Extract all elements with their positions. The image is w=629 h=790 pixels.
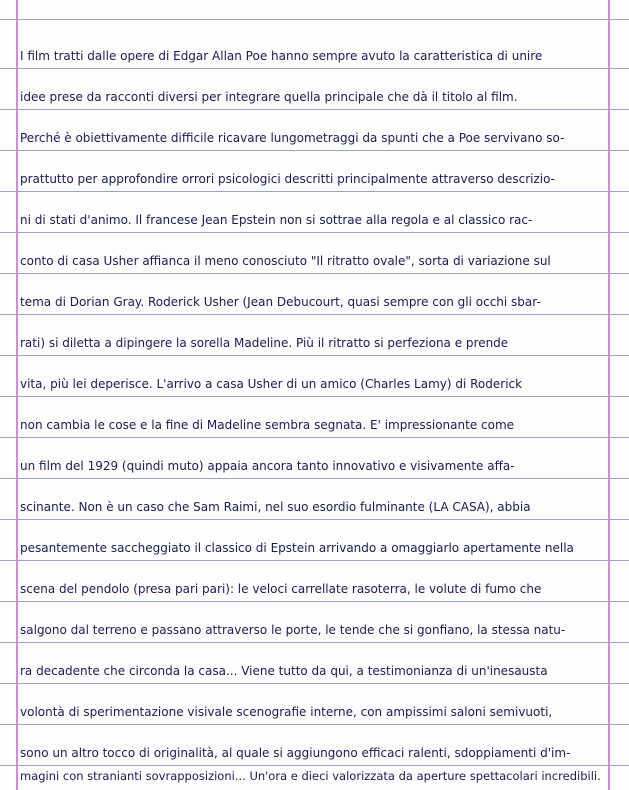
handwritten-line: rati) si diletta a dipingere la sorella Madeline. Più il ritratto si perfeziona e prende <box>20 336 509 350</box>
handwritten-line: pesantemente saccheggiato il classico di Epstein arrivando a omaggiarlo apertamente nella <box>20 541 574 555</box>
handwritten-line: volontà di sperimentazione visivale scenografie interne, con ampissimi saloni semivuoti, <box>20 705 553 719</box>
ruled-line <box>0 355 629 356</box>
handwritten-line: salgono dal terreno e passano attraverso le porte, le tende che si gonfiano, la stessa natu- <box>20 623 566 637</box>
ruled-line <box>0 437 629 438</box>
handwritten-line: non cambia le cose e la fine di Madeline sembra segnata. E' impressionante come <box>20 418 515 432</box>
ruled-line <box>0 396 629 397</box>
handwritten-line: scinante. Non è un caso che Sam Raimi, nel suo esordio fulminante (LA CASA), abbia <box>20 500 531 514</box>
handwritten-line: un film del 1929 (quindi muto) appaia ancora tanto innovativo e visivamente affa- <box>20 459 515 473</box>
handwritten-line: tema di Dorian Gray. Roderick Usher (Jean Debucourt, quasi sempre con gli occhi sbar- <box>20 295 541 309</box>
ruled-line <box>0 191 629 192</box>
handwritten-line: magini con stranianti sovrapposizioni... Un'ora e dieci valorizzata da aperture spettacolari incredibili. <box>20 769 601 783</box>
right-margin-line <box>608 0 610 790</box>
handwritten-line: ra decadente che circonda la casa... Viene tutto da qui, a testimonianza di un'inesausta <box>20 664 548 678</box>
handwritten-line: I film tratti dalle opere di Edgar Allan Poe hanno sempre avuto la caratteristica di unire <box>20 49 543 63</box>
ruled-line <box>0 314 629 315</box>
handwritten-line: vita, più lei deperisce. L'arrivo a casa Usher di un amico (Charles Lamy) di Roderick <box>20 377 523 391</box>
handwritten-line: ni di stati d'animo. Il francese Jean Epstein non si sottrae alla regola e al classico rac- <box>20 213 533 227</box>
ruled-line <box>0 601 629 602</box>
handwritten-line: sono un altro tocco di originalità, al quale si aggiungono efficaci ralenti, sdoppiamenti d'im- <box>20 746 571 760</box>
ruled-line <box>0 560 629 561</box>
ruled-line <box>0 19 629 20</box>
handwritten-line: scena del pendolo (presa pari pari): le veloci carrellate rasoterra, le volute di fumo che <box>20 582 542 596</box>
ruled-line <box>0 150 629 151</box>
ruled-line <box>0 724 629 725</box>
handwritten-line: conto di casa Usher affianca il meno conosciuto "Il ritratto ovale", sorta di variazione sul <box>20 254 551 268</box>
ruled-line <box>0 109 629 110</box>
ruled-line <box>0 478 629 479</box>
ruled-line <box>0 273 629 274</box>
ruled-line <box>0 519 629 520</box>
handwritten-line: prattutto per approfondire orrori psicologici descritti principalmente attraverso descrizio- <box>20 172 556 186</box>
handwritten-line: Perché è obiettivamente difficile ricavare lungometraggi da spunti che a Poe servivano so- <box>20 131 565 145</box>
left-margin-line <box>16 0 18 790</box>
handwritten-line: idee prese da racconti diversi per integrare quella principale che dà il titolo al film. <box>20 90 518 104</box>
ruled-line <box>0 68 629 69</box>
ruled-line <box>0 642 629 643</box>
ruled-line <box>0 232 629 233</box>
ruled-line <box>0 683 629 684</box>
